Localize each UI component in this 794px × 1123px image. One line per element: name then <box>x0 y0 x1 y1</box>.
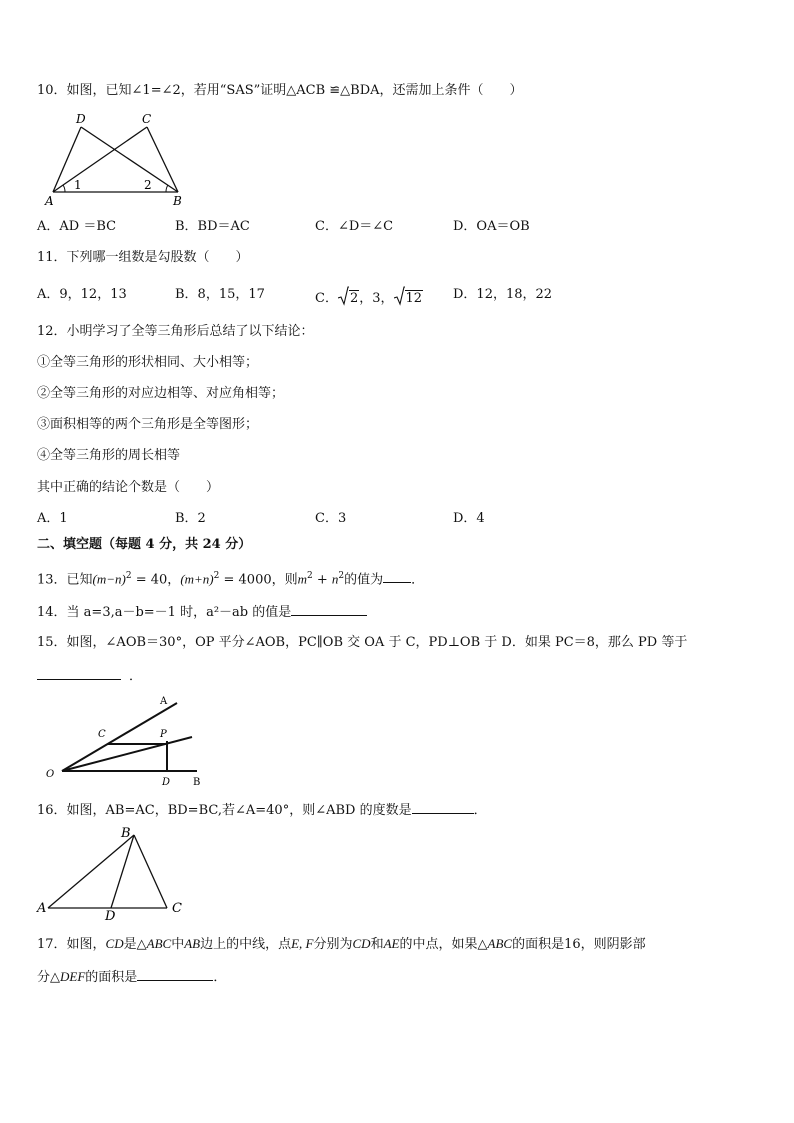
q17-math-ab: AB <box>184 936 201 951</box>
q10-option-b: B．BD＝AC <box>175 219 250 234</box>
q15-figure <box>40 693 220 793</box>
q17-text: 的中点，如果 <box>399 937 478 952</box>
q14-answer-blank[interactable] <box>291 603 367 616</box>
q16-label-d: D <box>105 909 116 920</box>
q17-line-2 <box>37 968 226 987</box>
q10-label-c: C <box>142 112 152 126</box>
q12-option-d: D．4 <box>453 511 485 526</box>
q11-radicand-1: 2 <box>349 291 359 306</box>
q12-item-3: ③面积相等的两个三角形是全等图形； <box>37 417 259 432</box>
q17-end: ． <box>213 970 227 985</box>
q15-label-c: C <box>98 729 106 740</box>
q13-sq1: 2 <box>125 571 132 581</box>
q14 <box>37 603 367 622</box>
q13-eq1: = 40， <box>131 572 181 588</box>
section-heading: 二、填空题（每题 4 分，共 24 分） <box>37 537 252 552</box>
q16-label-a: A <box>37 901 47 916</box>
q11-option-c-mid: ，3， <box>359 291 394 306</box>
q13 <box>37 567 424 589</box>
q16-answer-blank[interactable] <box>412 801 474 814</box>
q15-label-b: B <box>193 777 201 788</box>
q16-text: 16．如图，AB=AC，BD=BC,若∠A=40°，则∠ABD 的度数是 <box>37 803 412 818</box>
q10-stem: 10．如图，已知∠1=∠2，若用“SAS”证明△ACB ≌△BDA，还需加上条件（ ） <box>37 83 523 98</box>
q14-text: 14．当 a=3,a－b=－1 时，a²－ab 的值是 <box>37 605 292 620</box>
q11-radicand-2: 12 <box>405 291 423 306</box>
q17-answer-blank[interactable] <box>137 968 213 981</box>
q12-item-2: ②全等三角形的对应边相等、对应角相等； <box>37 386 285 401</box>
q11-stem: 11．下列哪一组数是勾股数（ ） <box>37 250 249 265</box>
q17-text: 中 <box>171 937 185 952</box>
q15-end: ． <box>129 669 143 684</box>
q15-label-o: O <box>46 769 55 780</box>
q10-figure <box>40 112 190 208</box>
q15-label-p: P <box>160 729 167 740</box>
q11-option-a: A．9，12，13 <box>37 287 127 302</box>
q13-plus: + <box>312 572 332 588</box>
q16-label-c: C <box>172 901 182 916</box>
q12-stem: 12．小明学习了全等三角形后总结了以下结论： <box>37 324 314 339</box>
q17-line-1 <box>37 935 646 954</box>
q12-option-b: B．2 <box>175 511 206 526</box>
q12-item-1: ①全等三角形的形状相同、大小相等； <box>37 355 259 370</box>
q17-text: 分 <box>37 970 51 985</box>
q17-math-ef: E, F <box>291 936 314 951</box>
q13-end: ． <box>411 572 425 588</box>
q15-label-a: A <box>160 696 168 707</box>
q13-sq4: 2 <box>338 571 345 581</box>
q16-end: ． <box>473 803 487 818</box>
q10-label-1: 1 <box>74 178 82 192</box>
q13-expr3: m <box>297 571 308 587</box>
q17-text: 17．如图， <box>37 937 106 952</box>
q15-text: 15．如图，∠AOB＝30°，OP 平分∠AOB，PC∥OB 交 OA 于 C，PD⊥OB 于 D．如果 PC＝8，那么 PD 等于 <box>37 635 688 650</box>
q17-math-cd: CD <box>105 936 124 951</box>
sqrt-sign-icon <box>338 286 349 306</box>
q10-option-c: C．∠D＝∠C <box>315 219 394 234</box>
q16-figure <box>34 824 194 920</box>
q13-suffix: 的值为 <box>344 572 384 588</box>
q12-item-4: ④全等三角形的周长相等 <box>37 448 181 463</box>
q15-answer-blank[interactable] <box>37 667 121 680</box>
q11-option-c <box>315 286 423 308</box>
q17-text: 边上的中线，点 <box>200 937 292 952</box>
q15-answer-line <box>37 667 142 686</box>
q11-option-b: B．8，15，17 <box>175 287 265 302</box>
q17-text: 分别为 <box>313 937 353 952</box>
q17-text: 和 <box>370 937 384 952</box>
q10-option-a: A．AD ＝BC <box>37 219 117 234</box>
q13-prefix: 13．已知 <box>37 572 93 588</box>
q11-option-d: D．12，18，22 <box>453 287 553 302</box>
q10-label-a: A <box>45 194 54 208</box>
q12-option-a: A．1 <box>37 511 68 526</box>
q15-label-d: D <box>162 777 171 788</box>
q11-option-c-prefix: C． <box>315 291 338 306</box>
q10-option-d: D．OA＝OB <box>453 219 530 234</box>
q17-math-triangle-abc: △ABC <box>136 936 172 951</box>
q13-expr1: (m−n) <box>92 571 126 587</box>
q13-expr2: (m+n) <box>180 571 214 587</box>
q10-label-b: B <box>173 194 182 208</box>
q13-answer-blank[interactable] <box>383 570 411 583</box>
q17-text: 的面积是 <box>85 970 138 985</box>
q17-text: 是 <box>123 937 137 952</box>
q17-math-cd: CD <box>352 936 371 951</box>
q17-text: 的面积是16，则阴影部 <box>512 937 646 952</box>
q12-option-c: C．3 <box>315 511 347 526</box>
q13-expr4: n <box>331 571 339 587</box>
q17-math-triangle-abc: △ABC <box>477 936 513 951</box>
q10-label-2: 2 <box>144 178 152 192</box>
q17-math-ae: AE <box>383 936 400 951</box>
sqrt-sign-icon <box>394 286 405 306</box>
q13-sq3: 2 <box>307 571 313 581</box>
q16-label-b: B <box>121 826 131 841</box>
q13-sq2: 2 <box>213 571 220 581</box>
q12-ask: 其中正确的结论个数是（ ） <box>37 480 220 495</box>
q10-label-d: D <box>76 112 86 126</box>
q16 <box>37 801 487 820</box>
q13-eq2: = 4000，则 <box>219 572 298 588</box>
q17-math-triangle-def: △DEF <box>50 969 86 984</box>
